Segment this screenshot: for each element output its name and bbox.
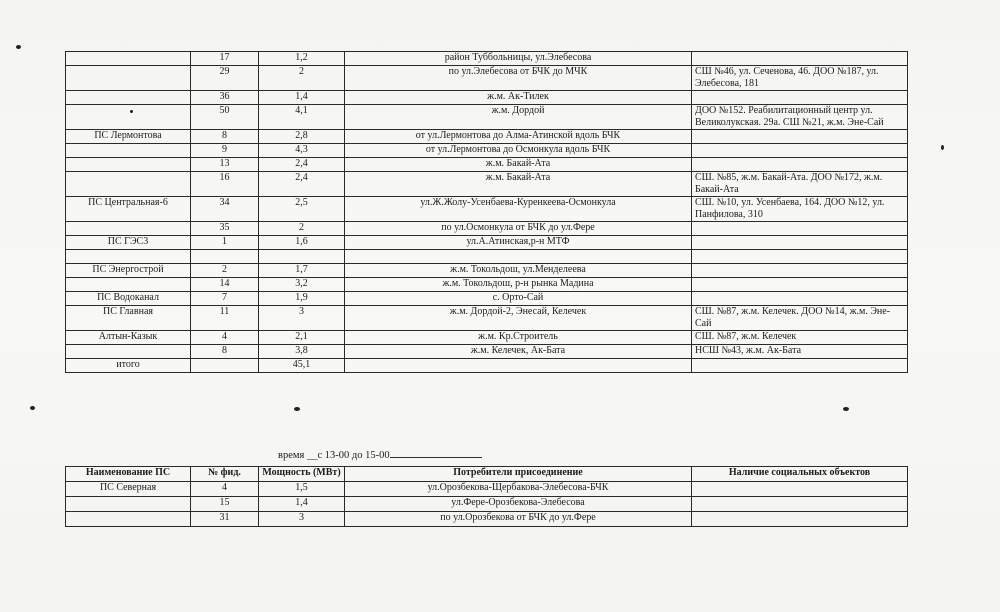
outage-table-top — [65, 51, 908, 373]
cell-ps — [66, 172, 191, 197]
cell-power: 1,5 — [259, 482, 345, 497]
cell-power: 3 — [259, 512, 345, 527]
cell-consumers: по ул.Элебесова от БЧК до МЧК — [345, 66, 692, 91]
table-header-row — [66, 467, 908, 482]
cell-consumers: ж.м. Дордой-2, Энесай, Келечек — [345, 306, 692, 331]
cell-feeder: 15 — [191, 497, 259, 512]
cell-consumers: ул.Ж.Жолу-Усенбаева-Куренкеева-Осмонкула — [345, 197, 692, 222]
header-ps: Наименование ПС — [66, 467, 191, 482]
cell-social — [692, 359, 908, 373]
cell-feeder: 34 — [191, 197, 259, 222]
cell-power: 4,3 — [259, 144, 345, 158]
cell-consumers: с. Орто-Сай — [345, 292, 692, 306]
cell-ps: ПС Водоканал — [66, 292, 191, 306]
cell-social — [692, 130, 908, 144]
table-row — [66, 105, 908, 130]
cell-social: СШ. №87, ж.м. Келечек. ДОО №14, ж.м. Эне-Сай — [692, 306, 908, 331]
cell-feeder — [191, 359, 259, 373]
cell-consumers — [345, 359, 692, 373]
header-social: Наличие социальных объектов — [692, 467, 908, 482]
cell-social — [692, 512, 908, 527]
cell-consumers: ж.м. Дордой — [345, 105, 692, 130]
cell-ps — [66, 52, 191, 66]
cell-social: СШ №46, ул. Сеченова, 46. ДОО №187, ул. Элебесова, 181 — [692, 66, 908, 91]
table-row — [66, 250, 908, 264]
table-row — [66, 306, 908, 331]
cell-social — [692, 292, 908, 306]
cell-power: 2,4 — [259, 158, 345, 172]
cell-consumers: по ул.Орозбекова от БЧК до ул.Фере — [345, 512, 692, 527]
cell-power: 1,9 — [259, 292, 345, 306]
cell-feeder: 36 — [191, 91, 259, 105]
table-row — [66, 172, 908, 197]
cell-ps: ПС ГЭС3 — [66, 236, 191, 250]
cell-social — [692, 482, 908, 497]
header-power: Мощность (МВт) — [259, 467, 345, 482]
cell-ps — [66, 278, 191, 292]
cell-power: 1,7 — [259, 264, 345, 278]
cell-ps: Алтын-Казык — [66, 331, 191, 345]
cell-consumers: от ул.Лермонтова до Осмонкула вдоль БЧК — [345, 144, 692, 158]
table-row — [66, 331, 908, 345]
cell-feeder: 50 — [191, 105, 259, 130]
cell-consumers — [345, 250, 692, 264]
cell-consumers: ул.Орозбекова-Щербакова-Элебесова-БЧК — [345, 482, 692, 497]
cell-consumers: по ул.Осмонкула от БЧК до ул.Фере — [345, 222, 692, 236]
cell-consumers: ж.м. Бакай-Ата — [345, 172, 692, 197]
cell-feeder: 2 — [191, 264, 259, 278]
cell-ps — [66, 497, 191, 512]
cell-social — [692, 222, 908, 236]
cell-feeder: 7 — [191, 292, 259, 306]
cell-social — [692, 91, 908, 105]
table-row — [66, 345, 908, 359]
cell-ps — [66, 250, 191, 264]
cell-consumers: от ул.Лермонтова до Алма-Атинской вдоль БЧК — [345, 130, 692, 144]
cell-consumers: ул.А.Атинская,р-н МТФ — [345, 236, 692, 250]
cell-ps — [66, 66, 191, 91]
table-row — [66, 222, 908, 236]
cell-social: НСШ №43, ж.м. Ак-Бата — [692, 345, 908, 359]
cell-feeder: 14 — [191, 278, 259, 292]
cell-consumers: ж.м. Кр.Строитель — [345, 331, 692, 345]
outage-table-top-body — [66, 52, 908, 373]
header-feeder: № фид. — [191, 467, 259, 482]
cell-ps — [66, 512, 191, 527]
cell-social — [692, 236, 908, 250]
cell-ps: ПС Центральная-6 — [66, 197, 191, 222]
table-row — [66, 130, 908, 144]
table-row — [66, 66, 908, 91]
cell-ps — [66, 91, 191, 105]
table-row — [66, 482, 908, 497]
cell-feeder: 17 — [191, 52, 259, 66]
cell-ps: ПС Северная — [66, 482, 191, 497]
outage-table-bottom-body — [66, 482, 908, 527]
cell-power: 1,2 — [259, 52, 345, 66]
cell-feeder: 29 — [191, 66, 259, 91]
cell-feeder: 4 — [191, 482, 259, 497]
cell-feeder: 31 — [191, 512, 259, 527]
cell-power: 3 — [259, 306, 345, 331]
table-row — [66, 236, 908, 250]
cell-social: СШ. №87, ж.м. Келечек — [692, 331, 908, 345]
table-row — [66, 512, 908, 527]
cell-ps — [66, 345, 191, 359]
table-row — [66, 158, 908, 172]
time-underline — [390, 448, 482, 458]
cell-social — [692, 250, 908, 264]
cell-social — [692, 264, 908, 278]
header-consumers: Потребители присоединение — [345, 467, 692, 482]
cell-feeder — [191, 250, 259, 264]
cell-consumers: ж.м. Токольдош, ул.Менделеева — [345, 264, 692, 278]
scan-speck — [843, 407, 849, 411]
cell-social — [692, 52, 908, 66]
cell-power: 1,4 — [259, 91, 345, 105]
cell-ps: итого — [66, 359, 191, 373]
cell-consumers: ж.м. Токольдош, р-н рынка Мадина — [345, 278, 692, 292]
cell-power: 2,5 — [259, 197, 345, 222]
cell-feeder: 16 — [191, 172, 259, 197]
table-row — [66, 144, 908, 158]
cell-consumers: ж.м. Келечек, Ак-Бата — [345, 345, 692, 359]
table-row — [66, 292, 908, 306]
outage-table-bottom — [65, 466, 908, 527]
cell-feeder: 8 — [191, 345, 259, 359]
table-row — [66, 278, 908, 292]
cell-power — [259, 250, 345, 264]
scan-speck — [294, 407, 300, 411]
table-row — [66, 359, 908, 373]
scan-speck — [30, 406, 35, 410]
scan-speck — [130, 110, 133, 113]
table-row — [66, 497, 908, 512]
cell-consumers: ж.м. Бакай-Ата — [345, 158, 692, 172]
cell-power: 45,1 — [259, 359, 345, 373]
cell-feeder: 9 — [191, 144, 259, 158]
cell-power: 1,4 — [259, 497, 345, 512]
table-row — [66, 264, 908, 278]
cell-power: 1,6 — [259, 236, 345, 250]
cell-power: 2,4 — [259, 172, 345, 197]
scan-speck — [941, 145, 944, 150]
cell-social — [692, 278, 908, 292]
table-row — [66, 52, 908, 66]
cell-feeder: 13 — [191, 158, 259, 172]
cell-feeder: 8 — [191, 130, 259, 144]
cell-power: 2,8 — [259, 130, 345, 144]
cell-consumers: ул.Фере-Орозбекова-Элебесова — [345, 497, 692, 512]
cell-feeder: 1 — [191, 236, 259, 250]
cell-ps: ПС Лермонтова — [66, 130, 191, 144]
cell-ps: ПС Энергострой — [66, 264, 191, 278]
cell-ps: ПС Главная — [66, 306, 191, 331]
cell-power: 3,8 — [259, 345, 345, 359]
cell-social: ДОО №152. Реабилитационный центр ул. Великолукская. 29а. СШ №21, ж.м. Эне-Сай — [692, 105, 908, 130]
time-label: время — [278, 450, 305, 461]
cell-ps — [66, 222, 191, 236]
cell-power: 3,2 — [259, 278, 345, 292]
scan-speck — [16, 45, 21, 49]
cell-social — [692, 497, 908, 512]
cell-power: 2,1 — [259, 331, 345, 345]
cell-social: СШ. №85, ж.м. Бакай-Ата. ДОО №172, ж.м. Бакай-Ата — [692, 172, 908, 197]
time-caption — [278, 448, 482, 461]
cell-feeder: 4 — [191, 331, 259, 345]
cell-power: 2 — [259, 222, 345, 236]
cell-power: 4,1 — [259, 105, 345, 130]
table-row — [66, 197, 908, 222]
table-row — [66, 91, 908, 105]
cell-ps — [66, 144, 191, 158]
cell-power: 2 — [259, 66, 345, 91]
cell-social: СШ. №10, ул. Усенбаева, 164. ДОО №12, ул. Панфилова, 310 — [692, 197, 908, 222]
cell-social — [692, 158, 908, 172]
cell-consumers: район Туббольницы, ул.Элебесова — [345, 52, 692, 66]
cell-feeder: 11 — [191, 306, 259, 331]
cell-consumers: ж.м. Ак-Тилек — [345, 91, 692, 105]
time-value: __с 13-00 до 15-00 — [306, 450, 390, 461]
cell-ps — [66, 158, 191, 172]
cell-feeder: 35 — [191, 222, 259, 236]
cell-social — [692, 144, 908, 158]
cell-ps — [66, 105, 191, 130]
